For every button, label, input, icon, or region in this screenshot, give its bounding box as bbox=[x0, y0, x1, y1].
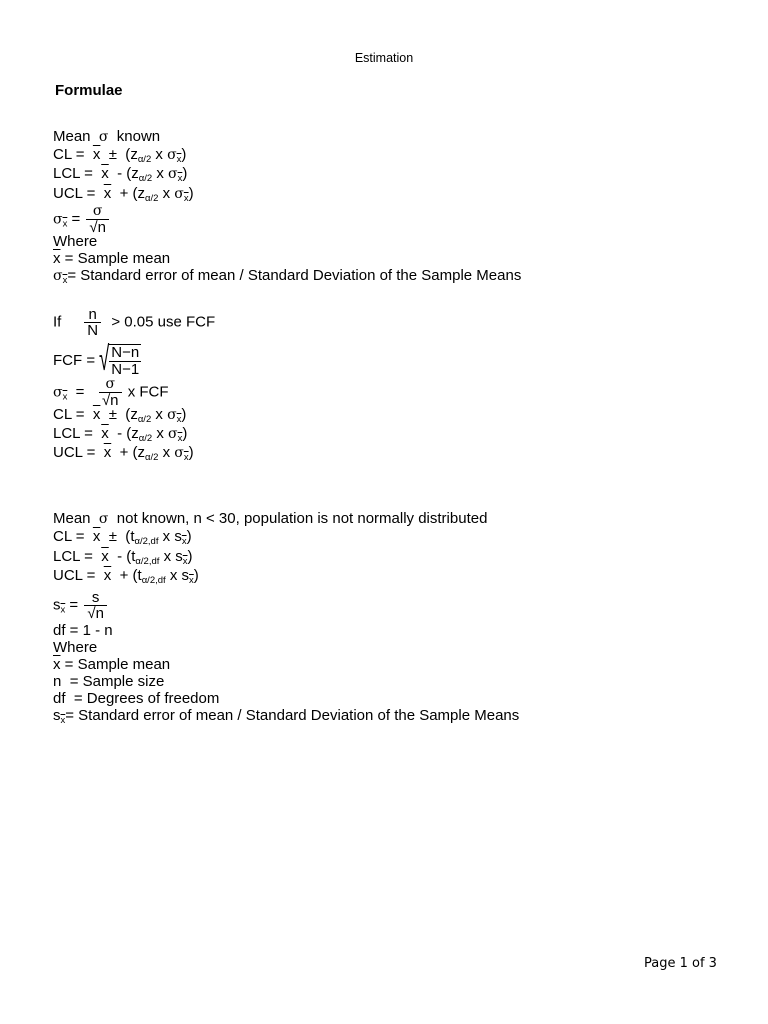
page-header-title: Estimation bbox=[354, 51, 414, 65]
s1-def-xbar: $\overline{x}$ = Sample mean bbox=[53, 250, 171, 267]
sigma-over-sqrt-n-fraction: $\frac{\sigma}{√n}$ bbox=[86, 204, 109, 235]
n-over-N-fraction: $\frac{n}{N}$ bbox=[84, 307, 101, 338]
s3-def-xbar: $\overline{x}$ = Sample mean bbox=[53, 656, 171, 673]
s3-lcl-formula: LCL = $\overline{x} - (t_{\alpha/2,df}$ x $s_{\overline{x}}$) bbox=[53, 548, 193, 567]
s3-where-label: Where bbox=[53, 639, 98, 656]
s1-standard-error-formula: $\sigma_{\overline{x}}$ = $\frac{\sigma}{√n}$ bbox=[53, 204, 111, 235]
s1-cl-formula: CL = $\overline{x} \pm (z_{\alpha/2}$ x $\sigma_{\overline{x}}$) bbox=[53, 146, 187, 165]
s3-standard-error-formula: $s_{\overline{x}}$ = $\frac{s}{√n}$ bbox=[53, 590, 109, 621]
s3-ucl-formula: UCL = $\overline{x} + (t_{\alpha/2,df}$ x $s_{\overline{x}}$) bbox=[53, 567, 199, 586]
s3-def-n: n = Sample size bbox=[53, 673, 165, 690]
s1-title: Mean σ known bbox=[53, 128, 161, 145]
s2-cl-formula: CL = $\overline{x} \pm (z_{\alpha/2}$ x $\sigma_{\overline{x}}$) bbox=[53, 406, 187, 425]
s2-standard-error-fcf: $\sigma_{\overline{x}}$ = $\frac{\sigma}{√n}$ x FCF bbox=[53, 376, 169, 409]
s3-def-s-x: $s_{\overline{x}}=$ Standard error of mean / Standard Deviation of the Sample Means bbox=[53, 707, 520, 726]
s1-lcl-formula: LCL = $\overline{x} - (z_{\alpha/2}$ x $\sigma_{\overline{x}}$) bbox=[53, 165, 188, 184]
s3-cl-formula: CL = $\overline{x} \pm (t_{\alpha/2,df}$ x $s_{\overline{x}}$) bbox=[53, 528, 192, 547]
s-over-sqrt-n-fraction: $\frac{s}{√n}$ bbox=[84, 590, 107, 621]
s1-ucl-formula: UCL = $\overline{x} + (z_{\alpha/2}$ x $\sigma_{\overline{x}}$) bbox=[53, 185, 194, 204]
s2-ucl-formula: UCL = $\overline{x} + (z_{\alpha/2}$ x $\sigma_{\overline{x}}$) bbox=[53, 444, 194, 463]
s1-where-label: Where bbox=[53, 233, 98, 250]
s2-lcl-formula: LCL = $\overline{x} - (z_{\alpha/2}$ x $\sigma_{\overline{x}}$) bbox=[53, 425, 188, 444]
fcf-sqrt-fraction: √ N−n N−1 bbox=[99, 340, 140, 378]
page-number: Page 1 of 3 bbox=[644, 956, 717, 971]
s1-def-sigma-x: $\sigma_{\overline{x}}=$ Standard error of mean / Standard Deviation of the Sample Means bbox=[53, 267, 522, 286]
s3-title: Mean σ not known, n < 30, population is not normally distributed bbox=[53, 510, 488, 527]
s3-def-df: df = Degrees of freedom bbox=[53, 690, 220, 707]
s2-fcf-formula: FCF = √ N−n N−1 bbox=[53, 340, 140, 378]
s2-fcf-condition: If $\frac{n}{N}$ > 0.05 use FCF bbox=[53, 306, 216, 339]
formulae-heading: Formulae bbox=[55, 82, 123, 99]
s3-df-formula: df = 1 - n bbox=[53, 622, 113, 639]
sigma-over-sqrt-n-fraction-fcf: $\frac{\sigma}{√n}$ bbox=[99, 377, 122, 408]
